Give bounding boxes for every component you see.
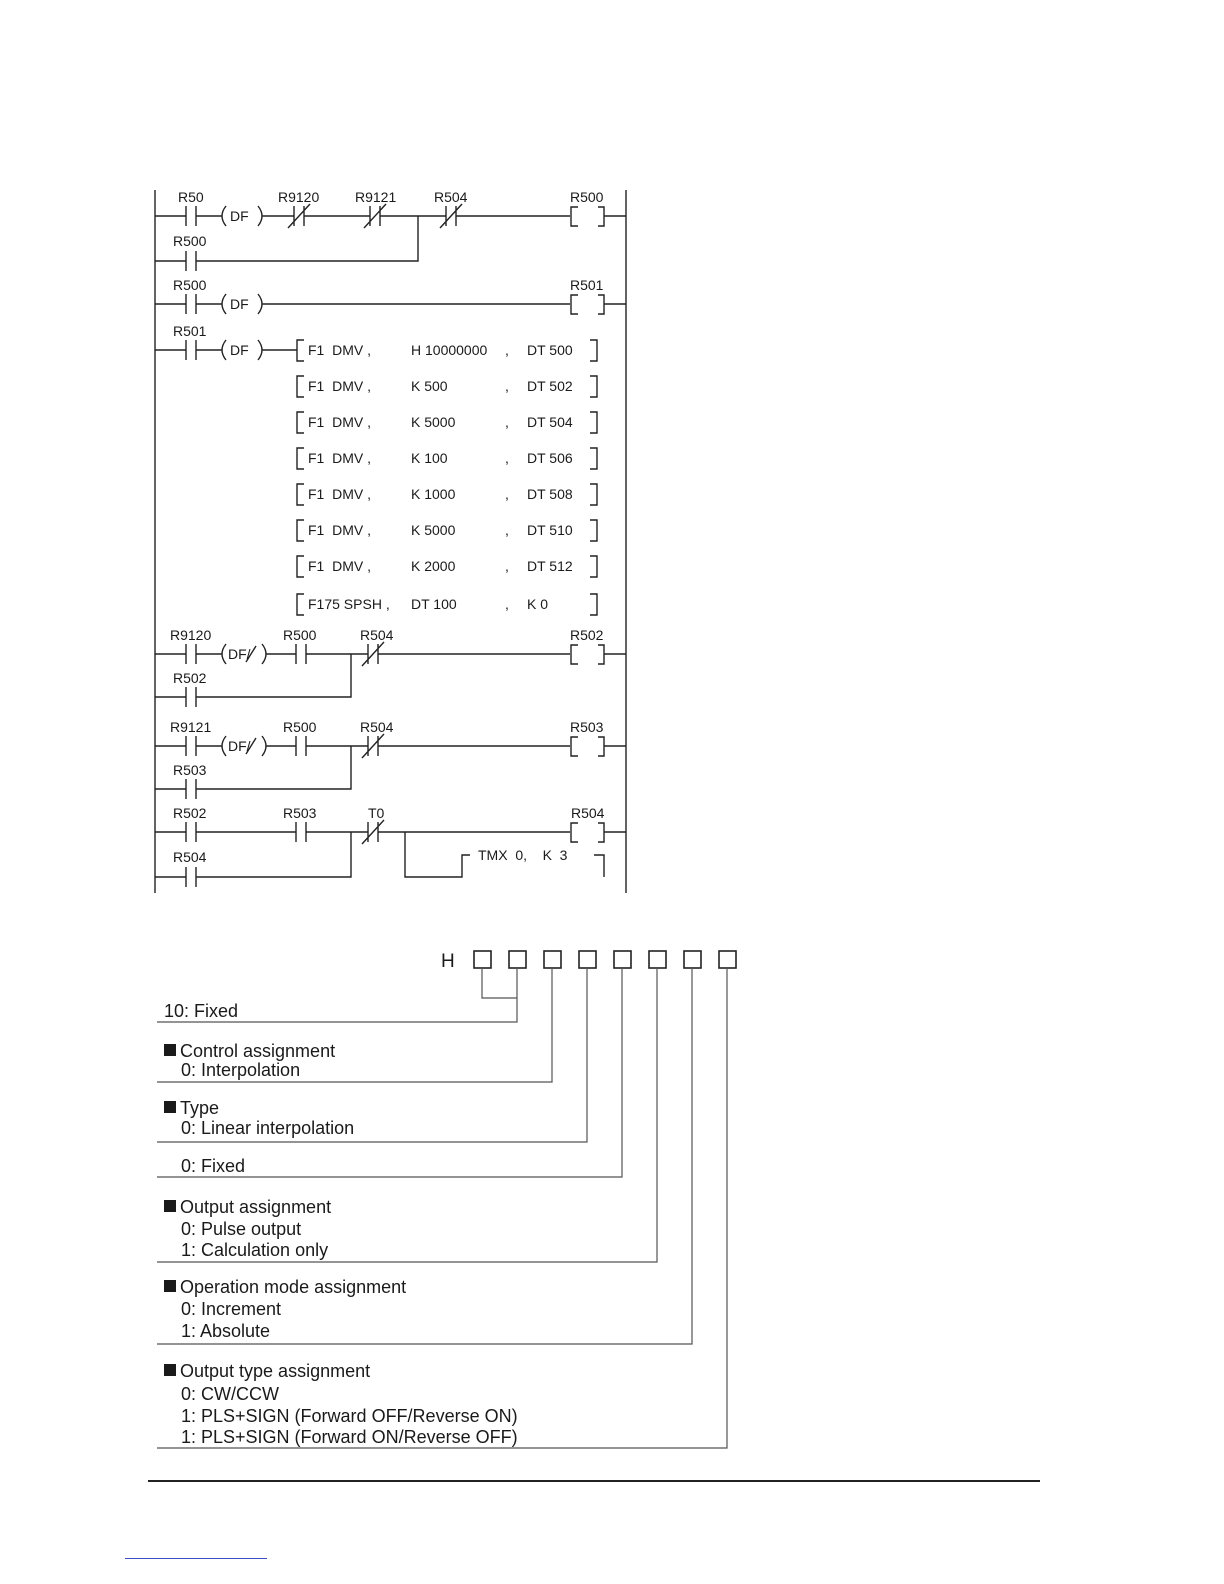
branch-r503-label: R503 (173, 762, 207, 778)
instruction-src: K 5000 (411, 414, 456, 430)
contact-r9121-label: R9121 (170, 719, 212, 735)
instruction-dst: K 0 (527, 596, 549, 612)
instruction-op: F175 SPSH , (308, 596, 390, 612)
digit-box (649, 951, 666, 968)
edge-df-inverse-label: DF/ (228, 738, 251, 754)
contact-r502-label: R502 (173, 805, 207, 821)
coil-r501-label: R501 (570, 277, 604, 293)
edge-df-label: DF (230, 296, 249, 312)
digit-box (544, 951, 561, 968)
instruction-sep: , (505, 486, 509, 502)
instruction-dst: DT 504 (527, 414, 573, 430)
instruction-src: K 100 (411, 450, 448, 466)
section-title: Control assignment (180, 1041, 336, 1061)
code-line: 1: PLS+SIGN (Forward ON/Reverse OFF) (181, 1427, 518, 1447)
instruction-op: F1 DMV , (308, 486, 372, 502)
contact-r503-label: R503 (283, 805, 317, 821)
code-line: 0: Linear interpolation (181, 1118, 355, 1138)
coil-r500-label: R500 (570, 189, 604, 205)
instruction-sep: , (505, 522, 509, 538)
edge-df-label: DF (230, 208, 249, 224)
code-line: 10: Fixed (164, 1001, 239, 1021)
coil-r504-label: R504 (571, 805, 605, 821)
section-title: Operation mode assignment (180, 1277, 407, 1297)
instruction-src: K 500 (411, 378, 448, 394)
instruction-src: H 10000000 (411, 342, 488, 358)
section-title: Output type assignment (180, 1361, 371, 1381)
code-line: 0: Pulse output (181, 1219, 302, 1239)
code-line: 1: PLS+SIGN (Forward OFF/Reverse ON) (181, 1406, 518, 1426)
contact-r500-label: R500 (283, 719, 317, 735)
edge-df-inverse-label: DF/ (228, 646, 251, 662)
page-bottom-rule (148, 1480, 1040, 1482)
instruction-src: K 1000 (411, 486, 456, 502)
code-line: 0: Interpolation (181, 1060, 301, 1080)
branch-r500-label: R500 (173, 233, 207, 249)
instruction-dst: DT 512 (527, 558, 573, 574)
instruction-op: F1 DMV , (308, 342, 372, 358)
bullet-square-icon (164, 1044, 176, 1056)
contact-r504-label: R504 (360, 627, 394, 643)
contact-r500-label: R500 (173, 277, 207, 293)
code-line: 0: Increment (181, 1299, 282, 1319)
bullet-square-icon (164, 1200, 176, 1212)
bullet-square-icon (164, 1364, 176, 1376)
instruction-sep: , (505, 558, 509, 574)
hex-prefix: H (441, 951, 455, 972)
digit-box (509, 951, 526, 968)
section-title: Output assignment (180, 1197, 332, 1217)
instruction-dst: DT 508 (527, 486, 573, 502)
instruction-sep: , (505, 378, 509, 394)
footer-link-underline[interactable] (125, 1558, 267, 1559)
instruction-sep: , (505, 596, 509, 612)
instruction-src: K 2000 (411, 558, 456, 574)
contact-r500-label: R500 (283, 627, 317, 643)
code-line: 1: Absolute (181, 1321, 271, 1341)
instruction-sep: , (505, 414, 509, 430)
contact-r9121-label: R9121 (355, 189, 397, 205)
coil-r502-label: R502 (570, 627, 604, 643)
contact-r501-label: R501 (173, 323, 207, 339)
coil-r503-label: R503 (570, 719, 604, 735)
contact-r50-label: R50 (178, 189, 204, 205)
instruction-dst: DT 506 (527, 450, 573, 466)
code-line: 1: Calculation only (181, 1240, 329, 1260)
instruction-op: F1 DMV , (308, 378, 372, 394)
contact-t0-label: T0 (368, 805, 385, 821)
contact-r504-label: R504 (360, 719, 394, 735)
instruction-dst: DT 500 (527, 342, 573, 358)
digit-box (579, 951, 596, 968)
code-line: 0: Fixed (181, 1156, 246, 1176)
instruction-dst: DT 502 (527, 378, 573, 394)
contact-r9120-label: R9120 (170, 627, 212, 643)
bullet-square-icon (164, 1101, 176, 1113)
edge-df-label: DF (230, 342, 249, 358)
instruction-dst: DT 510 (527, 522, 573, 538)
section-title: Type (180, 1098, 220, 1118)
branch-r502-label: R502 (173, 670, 207, 686)
instruction-op: F1 DMV , (308, 558, 372, 574)
branch-r504-label: R504 (173, 849, 207, 865)
contact-r504-label: R504 (434, 189, 468, 205)
code-line: 0: CW/CCW (181, 1384, 279, 1404)
instruction-sep: , (505, 450, 509, 466)
digit-box (614, 951, 631, 968)
contact-r9120-label: R9120 (278, 189, 320, 205)
bullet-square-icon (164, 1280, 176, 1292)
instruction-op: F1 DMV , (308, 414, 372, 430)
digit-box (684, 951, 701, 968)
instruction-src: DT 100 (411, 596, 457, 612)
instruction-op: F1 DMV , (308, 522, 372, 538)
timer-instruction: TMX 0, K 3 (478, 847, 568, 863)
instruction-sep: , (505, 342, 509, 358)
digit-box (719, 951, 736, 968)
instruction-src: K 5000 (411, 522, 456, 538)
instruction-op: F1 DMV , (308, 450, 372, 466)
digit-box (474, 951, 491, 968)
